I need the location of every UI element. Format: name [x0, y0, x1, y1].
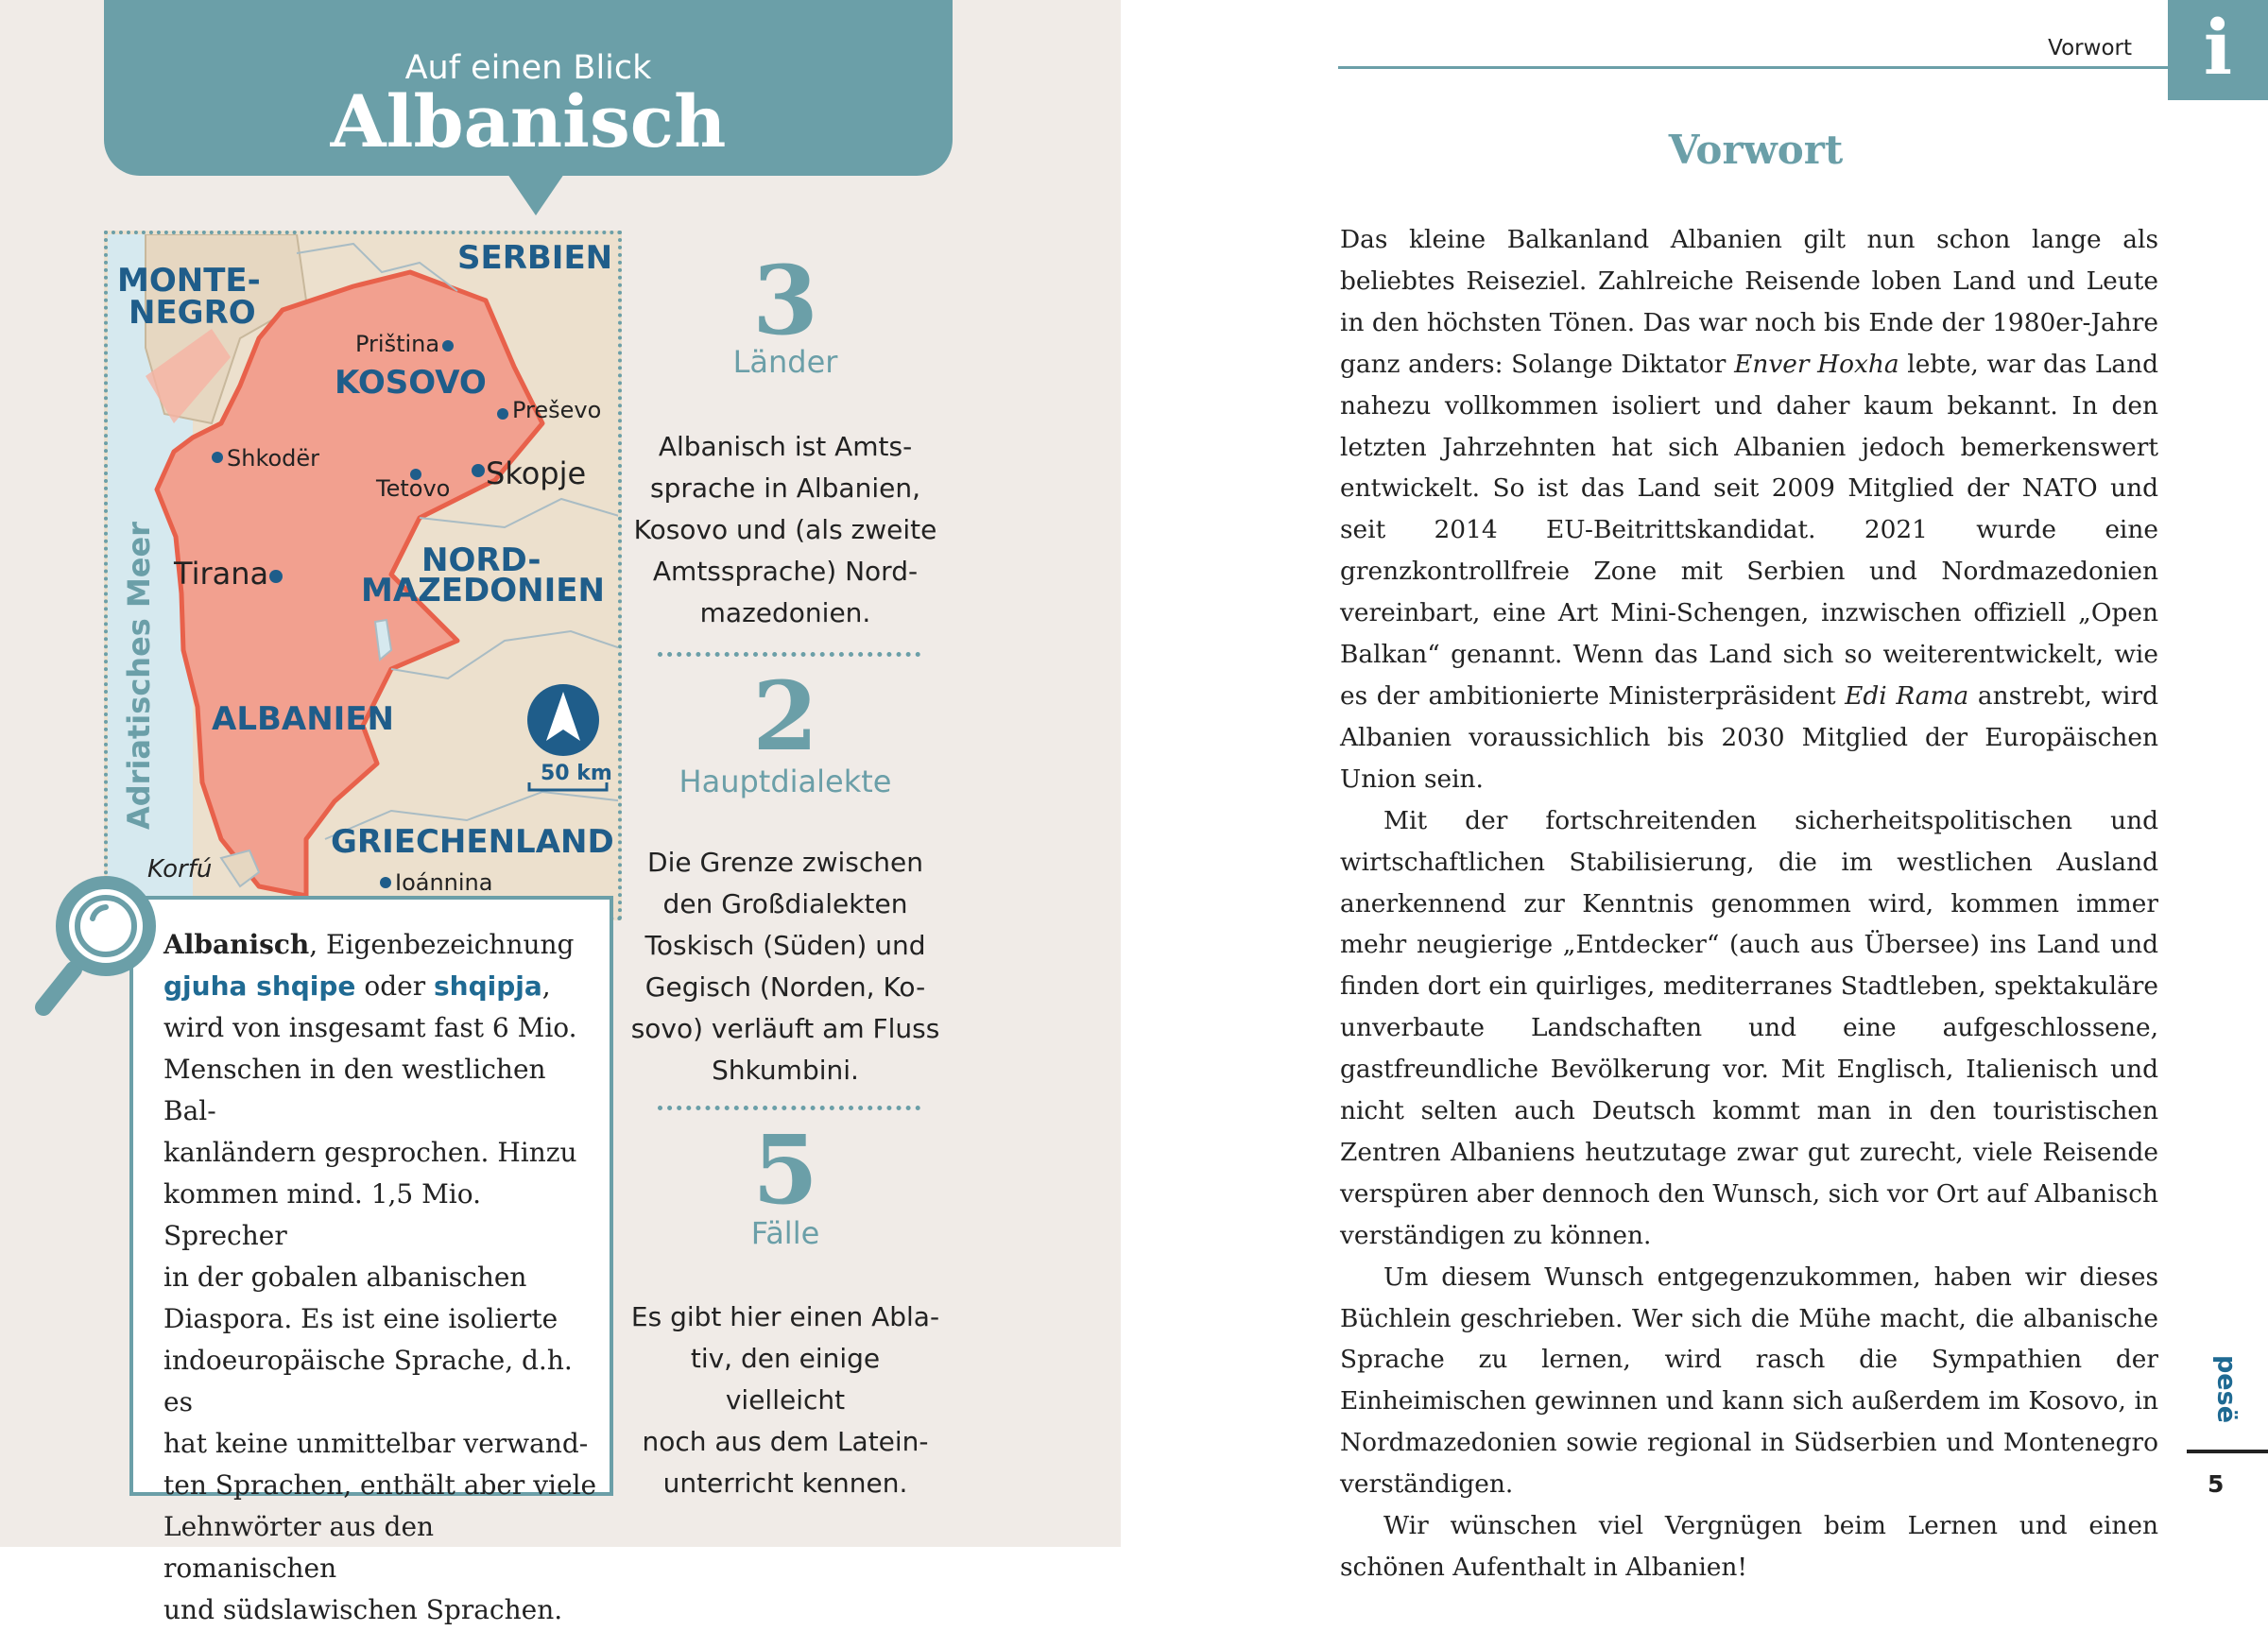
- info-line: kanländern gesprochen. Hinzu: [163, 1137, 577, 1168]
- city-pristina: Priština: [355, 331, 440, 357]
- info-line: indoeuropäische Sprache, d.h. es: [163, 1345, 573, 1417]
- info-first-line: [163, 924, 598, 966]
- dot-ioannina: [380, 877, 391, 888]
- banner-subtitle: Auf einen Blick: [404, 49, 652, 87]
- stat-label-dialects: Hauptdialekte: [679, 764, 892, 799]
- scale-label: 50 km: [541, 762, 612, 785]
- left-page: [0, 0, 1121, 1625]
- name-emphasis: Edi Rama: [1845, 680, 1969, 711]
- info-line: Lehnwörter aus den romanischen: [163, 1511, 435, 1584]
- paragraph: Mit der fortschreitenden sicherheitspolitischen und wirtschaftlichen Stabilisierung, die im westlichen Ausland anerkennend zur Kenntnis genommen wird, kommen immer mehr neugierige „Entdecker“ (auch aus Übersee) ins Land und finden dort ein quirliges, mediterranes Stadtleben, spektakuläre unverbaute Landschaften und eine aufgeschlossene, gastfreundliche Bevölkerung vor. Mit Englisch, Italienisch und nicht selten auch Deutsch kommt man in den touristischen Zentren Albaniens heutzutage zwar gut zurecht, viele Reisende verspüren aber dennoch den Wunsch, sich vor Ort auf Albanisch verständigen zu können.: [1340, 805, 2158, 1250]
- stat-text-line: Es gibt hier einen Abla-: [630, 1301, 940, 1332]
- info-line: und südslawischen Sprachen.: [163, 1594, 563, 1625]
- label-serbien: SERBIEN: [457, 239, 613, 277]
- language-info-box: [129, 896, 613, 1625]
- stat-text-line: tiv, den einige vielleicht: [690, 1343, 881, 1416]
- footer-rule: [2187, 1450, 2268, 1453]
- magnifier-icon: [28, 869, 161, 1021]
- info-line: kommen mind. 1,5 Mio. Sprecher: [163, 1178, 482, 1251]
- right-page: [1121, 0, 2268, 1582]
- stat-text-dialects: [629, 842, 941, 1091]
- label-nordmazedonien-2: MAZEDONIEN: [361, 572, 605, 609]
- dot-tirana: [269, 570, 283, 583]
- running-header: Vorwort: [2048, 36, 2132, 60]
- dot-skopje: [472, 464, 485, 477]
- dotted-separator: [658, 1106, 920, 1110]
- info-after-native: ,: [541, 970, 551, 1002]
- city-shkoder: Shkodër: [227, 445, 320, 472]
- label-albanien: ALBANIEN: [212, 700, 394, 738]
- native-name-1: gjuha shqipe: [163, 970, 356, 1002]
- language-map: [104, 231, 622, 920]
- label-montenegro-1: MONTE-: [117, 262, 261, 300]
- stat-text-cases: [629, 1296, 941, 1504]
- stat-text-line: Toskisch (Süden) und: [644, 930, 926, 961]
- section-title: Vorwort: [1668, 127, 1844, 173]
- info-second-line: [163, 966, 598, 1007]
- dotted-separator: [658, 652, 920, 657]
- stat-number-dialects: 2: [752, 661, 818, 772]
- side-number-word-text: pesë: [2211, 1354, 2242, 1424]
- preface-text: [1340, 219, 2158, 1588]
- stat-text-line: den Großdialekten: [662, 888, 908, 919]
- stat-text-line: sovo) verläuft am Fluss: [630, 1013, 940, 1044]
- stat-text-line: Shkumbini.: [712, 1055, 859, 1086]
- label-nordmazedonien-1: NORD-: [421, 541, 541, 579]
- city-ioannina: Ioánnina: [395, 869, 493, 896]
- label-griechenland: GRIECHENLAND: [331, 823, 614, 861]
- stat-text-line: mazedonien.: [699, 597, 871, 628]
- stat-text-line: Gegisch (Norden, Ko-: [644, 971, 926, 1003]
- banner-pointer: [507, 174, 564, 215]
- map-graphic: [108, 234, 622, 920]
- info-line: Diaspora. Es ist eine isolierte: [163, 1303, 558, 1334]
- stat-label-countries: Länder: [732, 344, 838, 380]
- text-run: lebte, war das Land nahezu vollkommen isoliert und daher kaum bekannt. In den letzten Jahrzehnten hat sich Albanien jedoch bemerkenswert entwickelt. So ist das Land seit 2009 Mitglied der NATO und seit 2014 EU-Beitrittskandidat. 2021 wurde eine grenzkontrollfreie Zone mit Serbien und Nordmazedonien vereinbart, eine Art Mini-Schengen, inzwischen offiziell „Open Balkan“ genannt. Wenn das Land sich so weiterentwickelt, wie es der ambitionierte Ministerpräsident: [1340, 349, 2158, 711]
- city-korfu: Korfú: [147, 855, 213, 884]
- side-number-word: [2198, 1351, 2255, 1427]
- text-run: Das kleine Balkanland Albanien gilt nun schon lange als beliebtes Reiseziel. Zahlreiche Reisende loben Land und Leute in den höchsten Tönen. Das war noch bis Ende der 1980er-Jahre ganz anders: Solange Diktator: [1340, 225, 2158, 379]
- stat-text-line: Amtssprache) Nord-: [652, 556, 919, 587]
- label-kosovo: KOSOVO: [335, 364, 487, 402]
- info-line: ten Sprachen, enthält aber viele: [163, 1469, 597, 1501]
- info-line: in der gobalen albanischen: [163, 1262, 527, 1293]
- name-emphasis: Enver Hoxha: [1734, 349, 1899, 379]
- city-presevo: Preševo: [512, 397, 602, 423]
- title-banner: [104, 0, 953, 176]
- paragraph: [1340, 219, 2158, 800]
- page-number: 5: [2208, 1470, 2225, 1498]
- dot-presevo: [497, 408, 508, 420]
- info-connector: oder: [355, 970, 434, 1002]
- city-tirana: Tirana: [174, 556, 269, 592]
- stat-text-line: Die Grenze zwischen: [647, 847, 923, 878]
- info-line: hat keine unmittelbar verwand-: [163, 1428, 589, 1459]
- native-name-2: shqipja: [433, 970, 542, 1002]
- stat-text-line: unterricht kennen.: [662, 1468, 908, 1499]
- text-run: anstrebt, wird Albanien voraussichlich bis 2030 Mitglied der Europäischen Union sein.: [1340, 680, 2158, 794]
- banner-title: Albanisch: [330, 79, 727, 163]
- stat-number-countries: 3: [752, 245, 818, 356]
- info-line: Menschen in den westlichen Bal-: [163, 1054, 546, 1126]
- stat-text-line: Albanisch ist Amts-: [658, 431, 913, 462]
- stat-number-cases: 5: [752, 1114, 818, 1226]
- info-line: wird von insgesamt fast 6 Mio.: [163, 1012, 577, 1043]
- sea-label: Adriatisches Meer: [121, 522, 157, 830]
- stat-text-countries: [629, 426, 941, 634]
- city-skopje: Skopje: [486, 455, 587, 491]
- info-term: Albanisch: [163, 929, 310, 960]
- dot-shkoder: [212, 452, 223, 463]
- info-tab-icon: i: [2168, 0, 2268, 100]
- info-after-term: , Eigenbezeichnung: [309, 929, 575, 960]
- city-tetovo: Tetovo: [376, 475, 451, 502]
- stat-text-line: noch aus dem Latein-: [642, 1426, 929, 1457]
- paragraph: Wir wünschen viel Vergnügen beim Lernen und einen schönen Aufenthalt in Albanien!: [1340, 1511, 2158, 1582]
- stat-text-line: sprache in Albanien,: [650, 472, 920, 504]
- header-rule: [1338, 66, 2174, 69]
- paragraph: Um diesem Wunsch entgegenzukommen, haben wir dieses Büchlein geschrieben. Wer sich die Mühe macht, die albanische Sprache zu lernen, wird rasch die Sympathien der Einheimischen gewinnen und kann sich außerdem im Kosovo, in Nordmazedonien sowie regional in Südserbien und Montenegro verständigen.: [1340, 1262, 2158, 1500]
- stat-text-line: Kosovo und (als zweite: [633, 514, 937, 545]
- label-montenegro-2: NEGRO: [129, 294, 256, 332]
- stat-label-cases: Fälle: [750, 1215, 820, 1251]
- dot-pristina: [442, 340, 454, 352]
